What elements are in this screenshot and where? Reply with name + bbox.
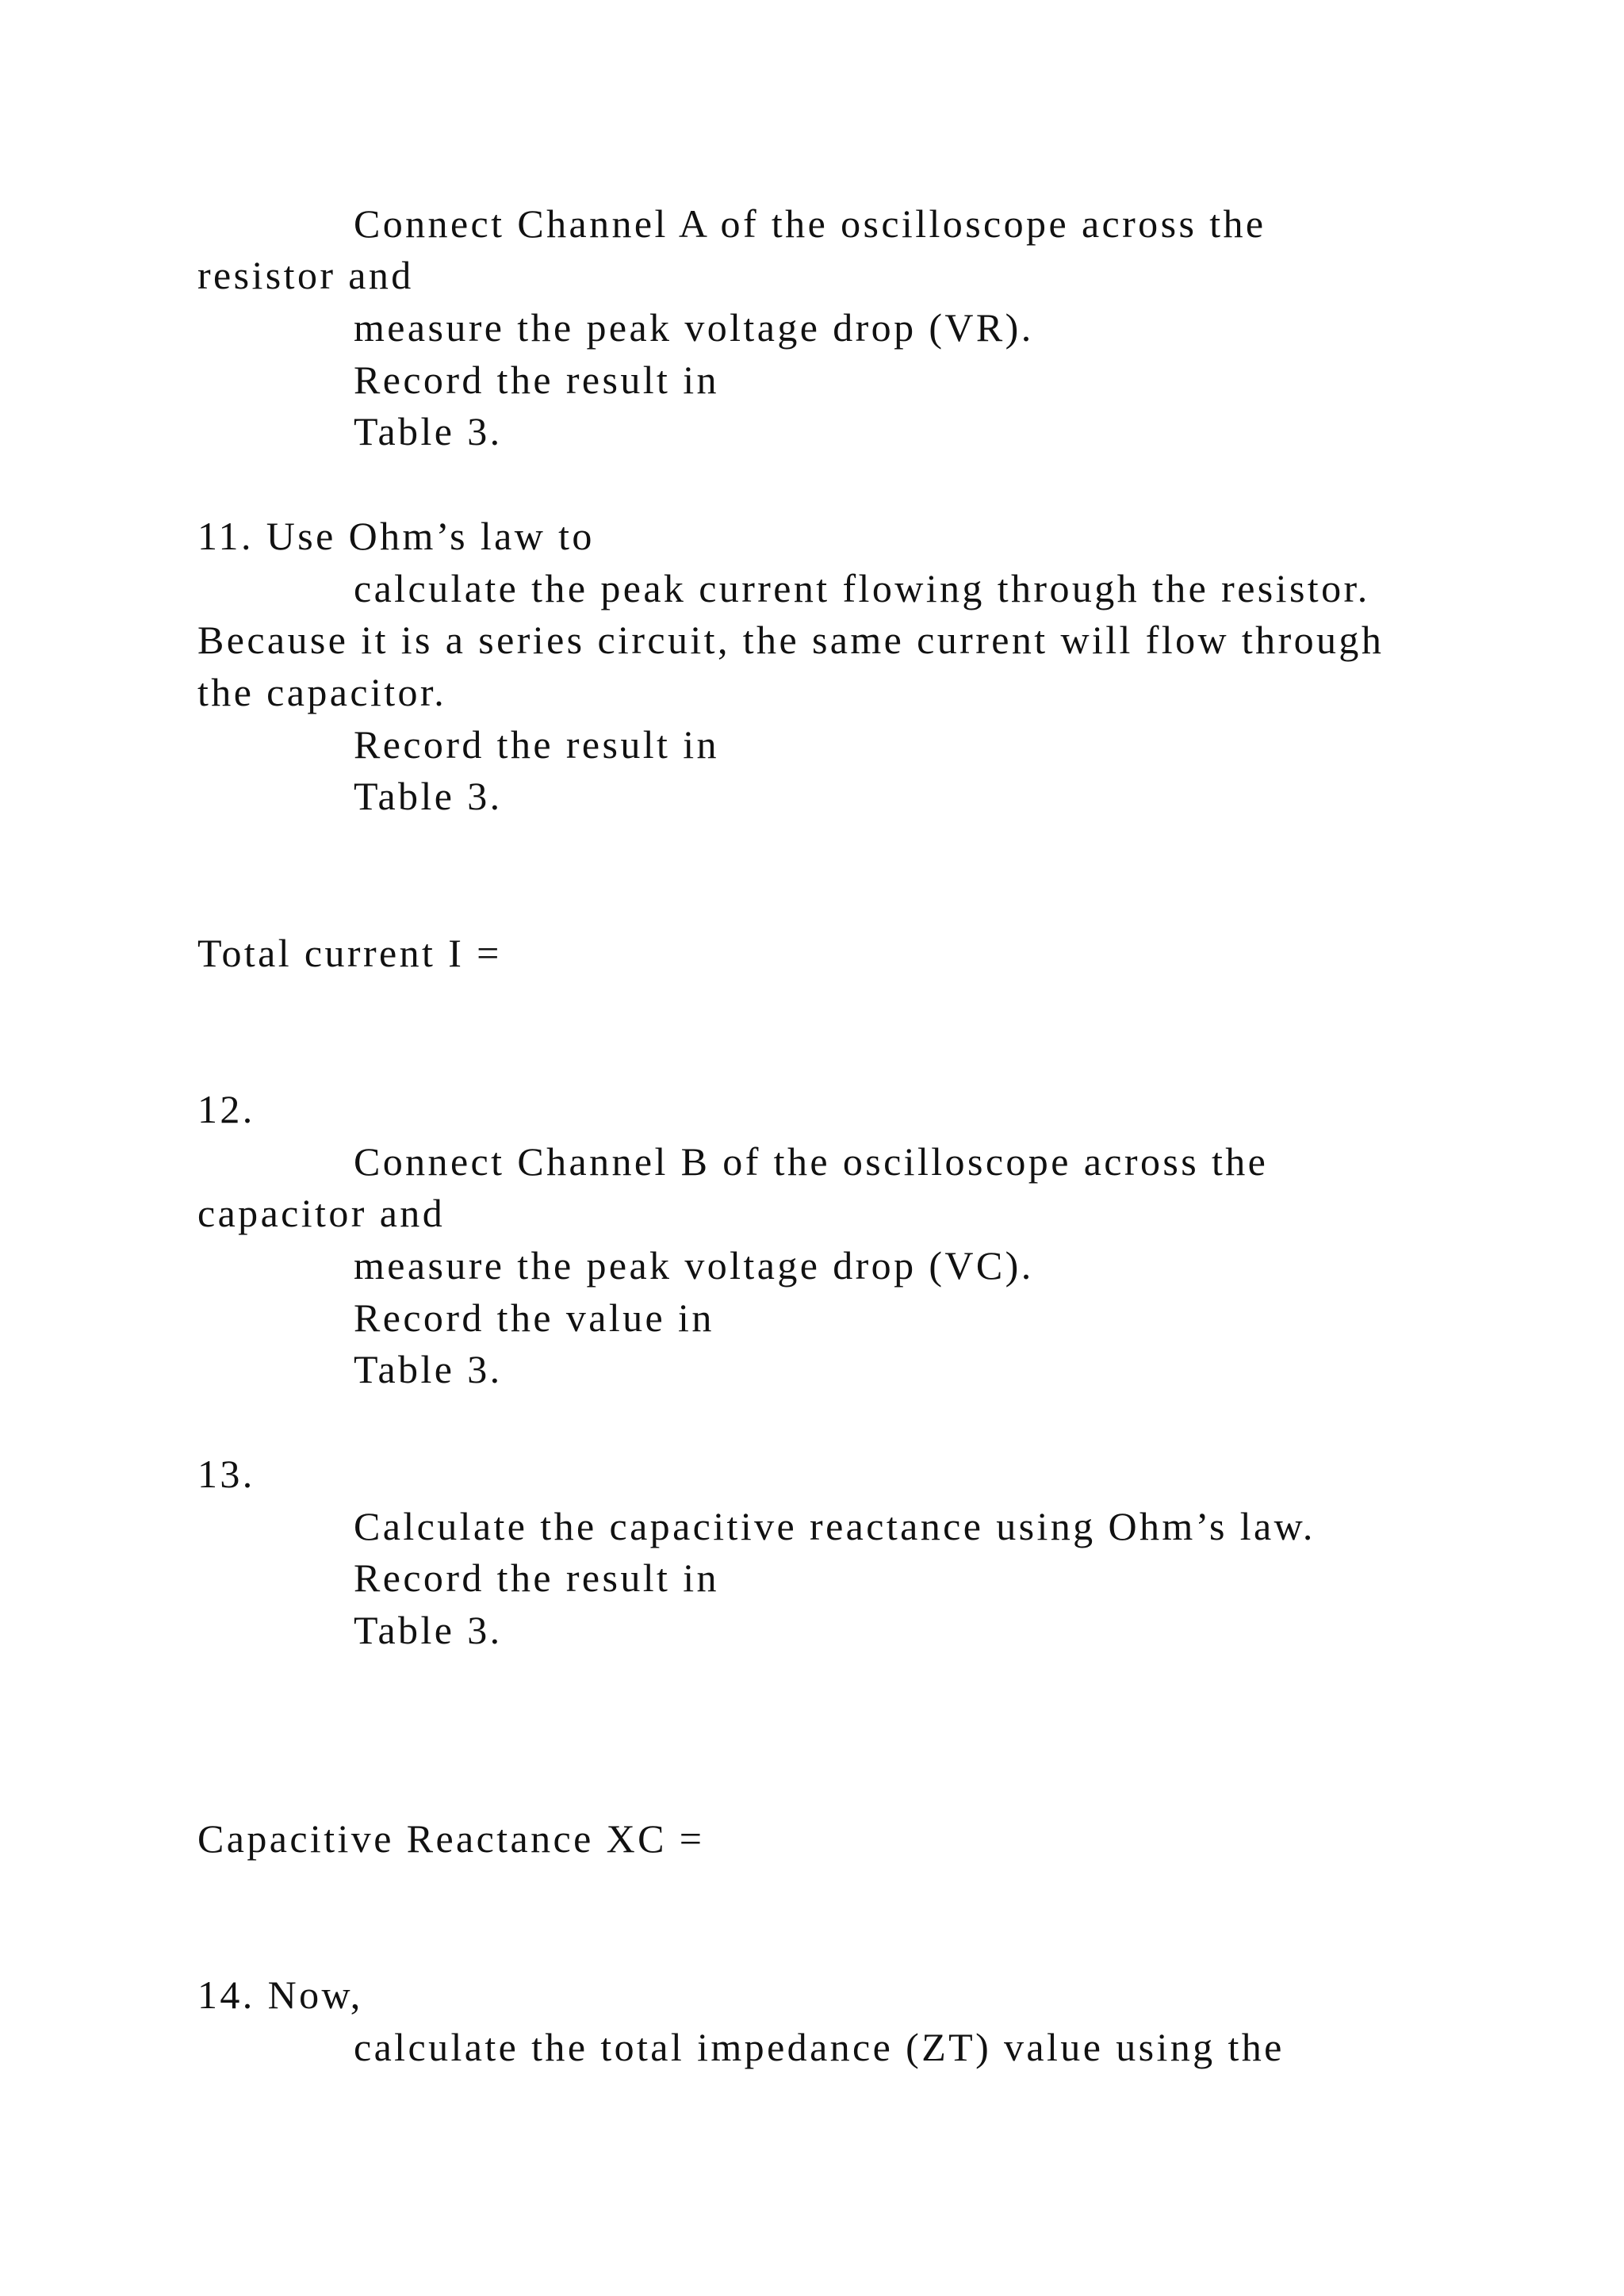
step14-heading: 14. Now,	[197, 1973, 363, 2017]
step11-line5: Record the result in	[354, 722, 719, 767]
step12-line5: Table 3.	[354, 1347, 503, 1391]
step10-line3: measure the peak voltage drop (VR).	[354, 305, 1034, 350]
step12-number: 12.	[197, 1087, 255, 1131]
step11-line4: the capacitor.	[197, 670, 447, 714]
step10-line2: resistor and	[197, 253, 414, 297]
step12-line2: capacitor and	[197, 1191, 446, 1235]
step13-line3: Table 3.	[354, 1608, 503, 1652]
step10-line4: Record the result in	[354, 358, 719, 402]
step11-line2: calculate the peak current flowing through the resistor.	[354, 566, 1370, 610]
step12-line4: Record the value in	[354, 1295, 714, 1340]
capacitive-reactance-label: Capacitive Reactance XC =	[197, 1816, 705, 1861]
step13-line2: Record the result in	[354, 1556, 719, 1600]
step12-line1: Connect Channel B of the oscilloscope across the	[354, 1139, 1269, 1184]
step10-line5: Table 3.	[354, 409, 503, 453]
step13-line1: Calculate the capacitive reactance using Ohm’s law.	[354, 1504, 1316, 1548]
step12-line3: measure the peak voltage drop (VC).	[354, 1243, 1034, 1288]
step11-line6: Table 3.	[354, 774, 503, 818]
step14-line2: calculate the total impedance (ZT) value using the	[354, 2025, 1285, 2069]
total-current-label: Total current I =	[197, 931, 502, 975]
step11-heading: 11. Use Ohm’s law to	[197, 514, 595, 558]
step11-line3: Because it is a series circuit, the same current will flow through	[197, 618, 1385, 662]
step10-line1: Connect Channel A of the oscilloscope across the	[354, 201, 1266, 246]
step13-number: 13.	[197, 1452, 255, 1496]
